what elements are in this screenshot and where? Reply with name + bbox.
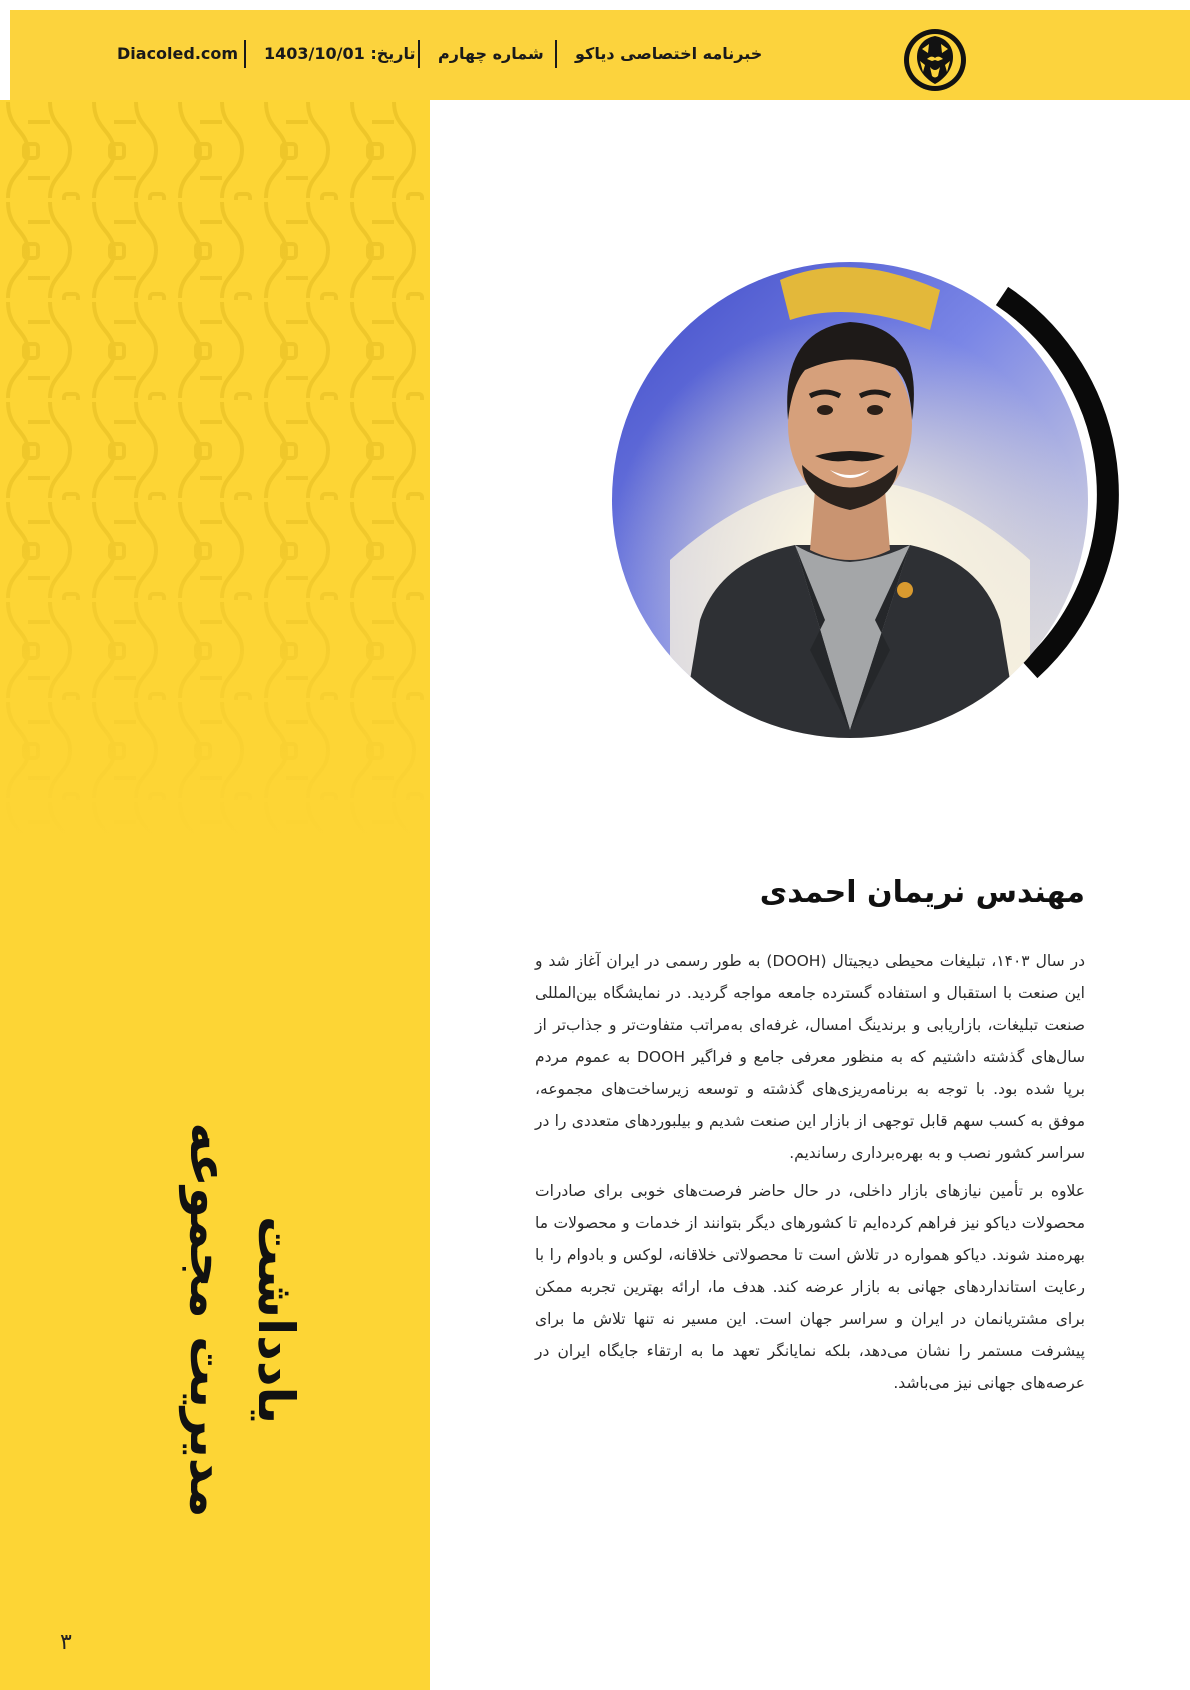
profile-photo-frame [610, 260, 1130, 740]
header-bar [10, 10, 1190, 100]
section-title-line1: یادداشت [247, 1215, 305, 1425]
header-divider [555, 40, 557, 68]
issue-number: شماره چهارم [438, 44, 544, 63]
header-divider [418, 40, 420, 68]
lion-head-icon [902, 27, 968, 93]
article-paragraph: در سال ۱۴۰۳، تبلیغات محیطی دیجیتال (DOOH) به طور رسمی در ایران آغاز شد و این صنعت با استقبال و استفاده گسترده جامعه مواجه گردید. در نمایشگاه بین‌المللی صنعت تبلیغات، بازاریابی و برندینگ امسال، غرفه‌ای به‌مراتب متفاوت‌تر و جذاب‌تر از سال‌های گذشته داشتیم که به منظور معرفی جامع و فراگیر DOOH به عموم مردم برپا شده بود. با توجه به برنامه‌ریزی‌های گذشته و توسعه زیرساخت‌های مجموعه، موفق به کسب سهم قابل توجهی از بازار این صنعت شدیم و بیلبوردهای متعددی را در سراسر کشور نصب و به بهره‌برداری رساندیم. [535, 952, 1086, 1162]
sidebar-panel [0, 100, 430, 1690]
issue-date [264, 44, 416, 63]
article-body [535, 945, 1085, 1405]
author-name: مهندس نریمان احمدی [759, 875, 1085, 910]
header-divider [244, 40, 246, 68]
section-title [170, 1120, 310, 1520]
date-label: تاریخ: [370, 44, 416, 63]
date-value: 1403/10/01 [264, 44, 365, 63]
article-paragraph: علاوه بر تأمین نیازهای بازار داخلی، در حال حاضر فرصت‌های خوبی برای صادرات محصولات دیاکو نیز فراهم کرده‌ایم تا کشورهای دیگر بتوانند از خدمات و محصولات ما بهره‌مند شوند. دیاکو همواره در تلاش است تا محصولاتی خلاقانه، لوکس و بادوام را با رعایت استانداردهای جهانی به بازار عرضه کند. هدف ما، ارائه بهترین تجربه ممکن برای مشتریانمان در ایران و سراسر جهان است. این مسیر نه تنها تلاش ما برای پیشرفت مستمر را نشان می‌دهد، بلکه نمایانگر تعهد ما به ارتقاء جایگاه ایران در عرصه‌های جهانی نیز می‌باشد. [535, 1182, 1085, 1392]
newsletter-title: خبرنامه اختصاصی دیاکو [575, 44, 763, 63]
header-row [10, 10, 1190, 100]
page-number: ۳ [60, 1630, 72, 1655]
site-link[interactable]: Diacoled.com [117, 44, 239, 63]
portrait-photo [610, 260, 1130, 740]
decorative-pattern [0, 100, 430, 840]
section-title-line2: مدیریت مجموعه [179, 1122, 237, 1518]
